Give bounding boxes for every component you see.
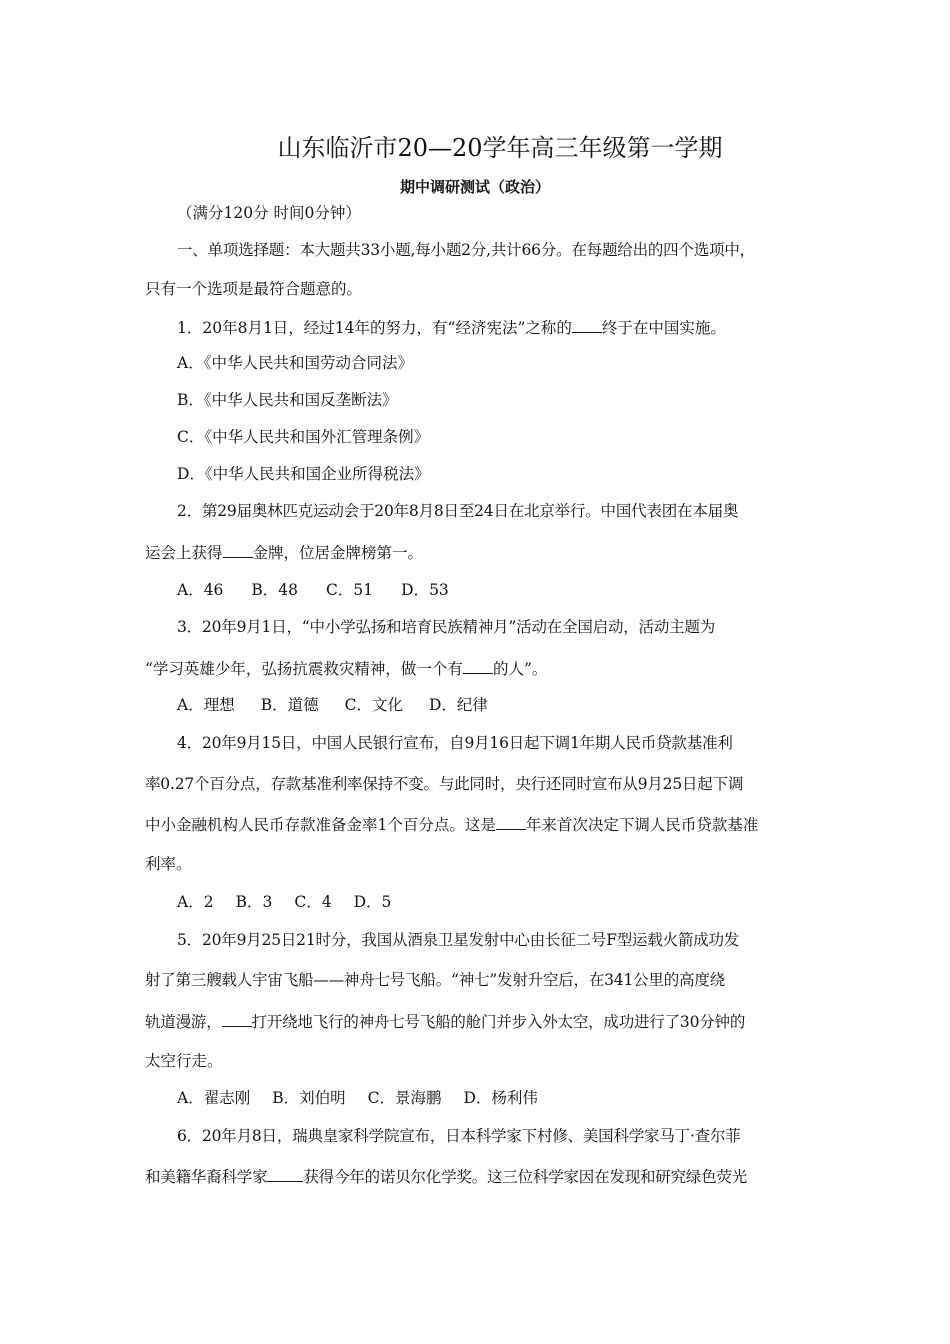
question-2-options <box>177 580 449 600</box>
question-3-options <box>177 695 488 715</box>
question-2-line2-part-b: 金牌，位居金牌榜第一。 <box>252 544 424 562</box>
question-2-option-b: B．48 <box>251 581 299 599</box>
answer-blank <box>496 814 526 830</box>
question-4-line3-part-a: 中小金融机构人民币存款准备金率1个百分点。这是 <box>145 816 496 834</box>
question-5-line4: 太空行走。 <box>145 1052 223 1070</box>
question-3-option-b: B．道德 <box>260 696 319 714</box>
question-1-stem <box>177 317 726 338</box>
question-1-option-b: B．《中华人民共和国反垄断法》 <box>177 391 398 409</box>
question-3-option-c: C．文化 <box>344 696 403 714</box>
question-1-stem-part-a: 1．20年8月1日，经过14年的努力，有“经济宪法”之称的 <box>177 319 572 337</box>
answer-blank <box>463 658 493 674</box>
question-2-line2-part-a: 运会上获得 <box>145 544 223 562</box>
question-1-stem-part-b: 终于在中国实施。 <box>601 319 726 337</box>
question-4-option-b: B．3 <box>235 893 273 911</box>
question-3-line2-part-b: 的人”。 <box>492 660 548 678</box>
question-3-line2-part-a: “学习英雄少年，弘扬抗震救灾精神，做一个有 <box>145 660 463 678</box>
question-1-option-a: A．《中华人民共和国劳动合同法》 <box>177 354 413 372</box>
question-3-option-d: D．纪律 <box>428 696 488 714</box>
question-5-line3-part-b: 打开绕地飞行的神舟七号飞船的舱门并步入外太空，成功进行了30分钟的 <box>251 1013 746 1031</box>
question-5-option-c: C．景海鹏 <box>367 1089 442 1107</box>
answer-blank <box>572 317 602 333</box>
question-6-line2 <box>145 1166 747 1187</box>
question-2-option-a: A．46 <box>177 581 224 599</box>
question-1-option-d: D．《中华人民共和国企业所得税法》 <box>177 465 430 483</box>
question-6-line2-part-a: 和美籍华裔科学家 <box>145 1168 268 1186</box>
question-4-line1: 4．20年9月15日，中国人民银行宣布，自9月16日起下调1年期人民币贷款基准利 <box>177 734 733 752</box>
question-5-line2: 射了第三艘载人宇宙飞船——神舟七号飞船。“神七”发射升空后，在341公里的高度绕 <box>145 971 725 989</box>
question-3-line1: 3．20年9月1日，“中小学弘扬和培育民族精神月”活动在全国启动，活动主题为 <box>177 618 716 636</box>
question-5-line3 <box>145 1011 745 1032</box>
question-4-option-c: C．4 <box>294 893 332 911</box>
question-2-line1: 2．第29届奥林匹克运动会于20年8月8日至24日在北京举行。中国代表团在本届奥 <box>177 502 739 520</box>
question-2-option-d: D．53 <box>401 581 449 599</box>
question-1-option-c: C．《中华人民共和国外汇管理条例》 <box>177 428 430 446</box>
question-6-line2-part-b: 获得今年的诺贝尔化学奖。这三位科学家因在发现和研究绿色荧光 <box>303 1168 748 1186</box>
question-5-options <box>177 1088 538 1108</box>
question-4-line3-part-b: 年来首次决定下调人民币贷款基准 <box>525 816 759 834</box>
page-subtitle: 期中调研测试（政治） <box>399 178 550 196</box>
question-2-option-c: C．51 <box>326 581 374 599</box>
question-4-line2: 率0.27个百分点，存款基准利率保持不变。与此同时，央行还同时宣布从9月25日起下调 <box>145 775 744 793</box>
question-5-line3-part-a: 轨道漫游， <box>145 1013 222 1031</box>
section-instruction-line2: 只有一个选项是最符合题意的。 <box>145 280 363 298</box>
question-3-option-a: A．理想 <box>177 696 235 714</box>
question-4-options <box>177 892 391 912</box>
question-5-line1: 5．20年9月25日21时分，我国从酒泉卫星发射中心由长征二号F型运载火箭成功发 <box>177 931 740 949</box>
question-4-option-a: A．2 <box>177 893 214 911</box>
answer-blank <box>222 1011 252 1027</box>
section-instruction-line1: 一、单项选择题：本大题共33小题,每小题2分,共计66分。在每题给出的四个选项中， <box>177 241 755 259</box>
question-2-line2 <box>145 542 423 563</box>
question-4-line3 <box>145 814 758 835</box>
question-6-line1: 6．20年月8日，瑞典皇家科学院宣布，日本科学家下村修、美国科学家马丁·查尔菲 <box>177 1127 741 1145</box>
question-4-line4: 利率。 <box>145 855 192 873</box>
question-5-option-a: A．翟志刚 <box>177 1089 251 1107</box>
question-3-line2 <box>145 658 547 679</box>
score-note: （满分120分 时间0分钟） <box>177 204 361 222</box>
answer-blank <box>223 542 253 558</box>
question-5-option-d: D．杨利伟 <box>463 1089 538 1107</box>
question-4-option-d: D．5 <box>353 893 392 911</box>
answer-blank <box>267 1166 303 1182</box>
question-5-option-b: B．刘伯明 <box>272 1089 346 1107</box>
page-title: 山东临沂市20—20学年高三年级第一学期 <box>277 134 723 162</box>
